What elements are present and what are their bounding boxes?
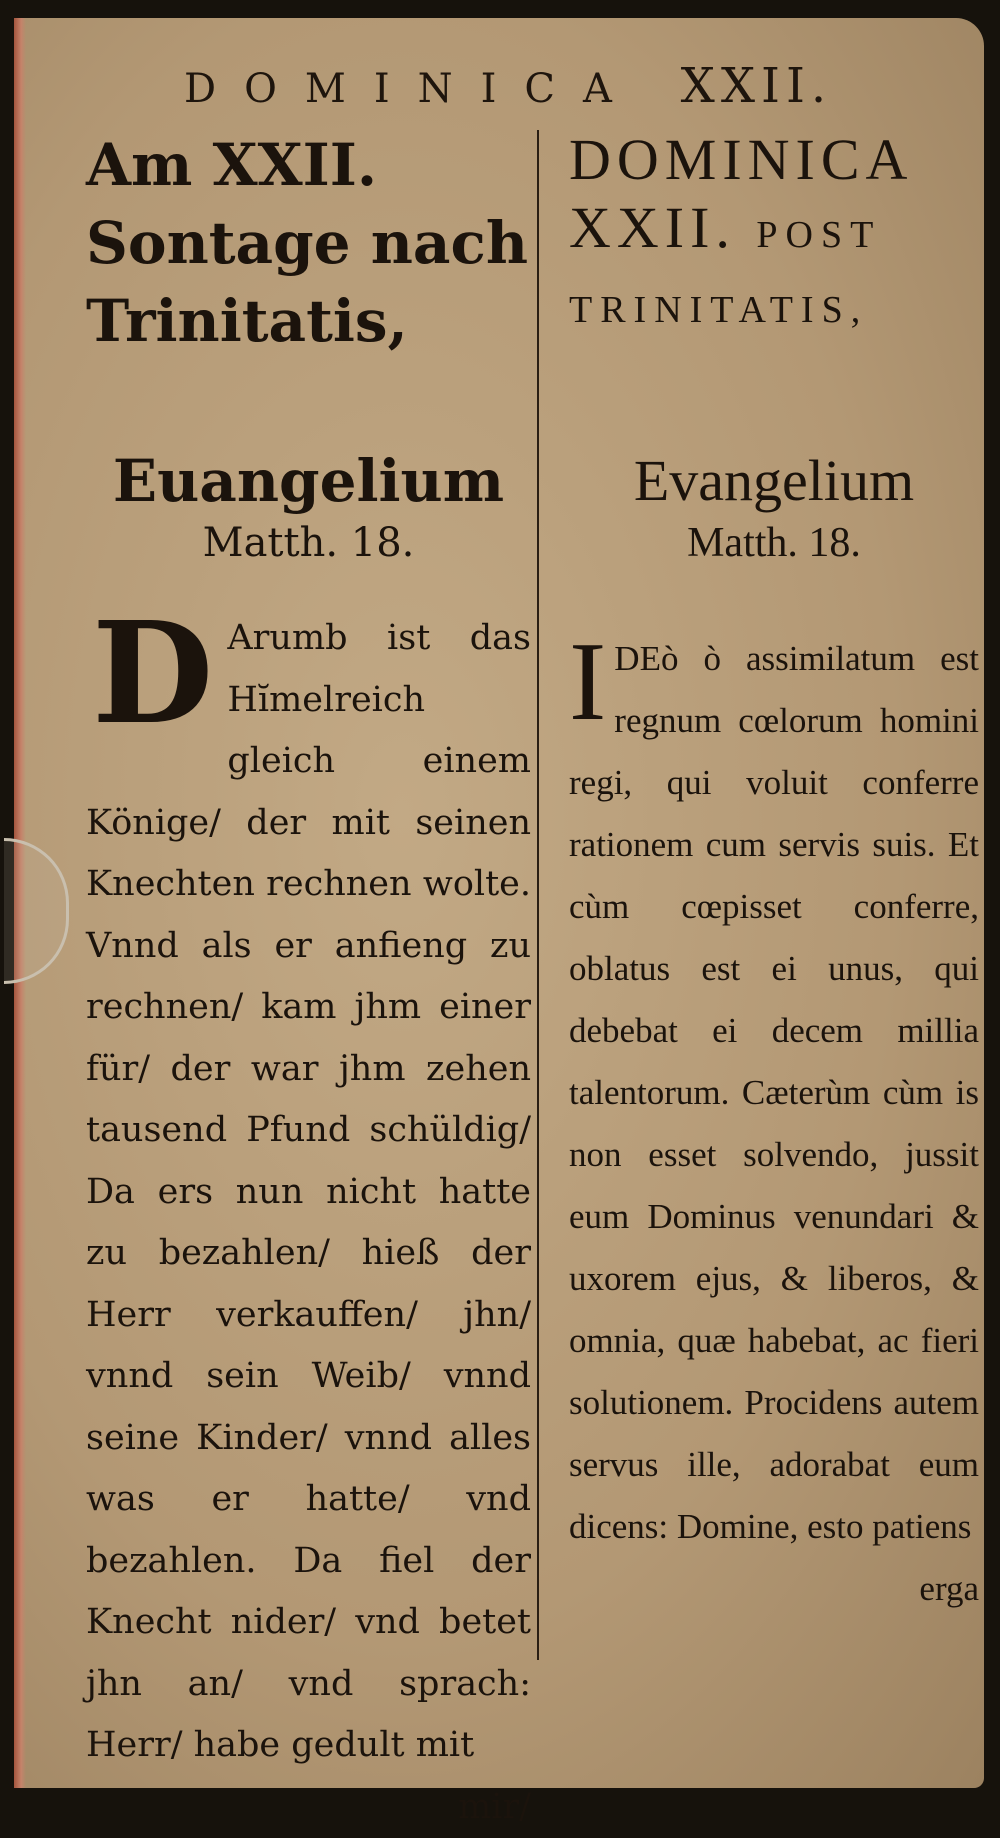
latin-catchword: erga bbox=[569, 1558, 979, 1620]
german-catchword: mir/ bbox=[86, 1777, 531, 1838]
german-dropcap: D bbox=[92, 614, 213, 734]
german-gospel-title-block bbox=[86, 450, 531, 574]
latin-gospel-title: Evangelium bbox=[569, 450, 979, 512]
column-divider bbox=[537, 130, 539, 1660]
german-gospel-title: Euangelium bbox=[86, 450, 531, 512]
german-column bbox=[86, 126, 531, 1838]
latin-body bbox=[569, 628, 979, 1620]
latin-text: DEò ò assimilatum est regnum cœlorum homini regi, qui voluit conferre rationem cum servis suis. Et cùm cœpisset conferre, oblatus est ei unus, qui debebat ei decem millia talentorum. Cæterùm cùm is non esset solvendo, jussit eum Dominus venundari & uxorem ejus, & liberos, & omnia, quæ habebat, ac fieri solutionem. Procidens autem servus ille, adorabat eum dicens: Domine, esto patiens bbox=[569, 639, 979, 1546]
latin-gospel-title-block bbox=[569, 450, 979, 574]
latin-gospel-ref: Matth. 18. bbox=[569, 512, 979, 574]
latin-heading bbox=[569, 126, 979, 344]
german-text: Arumb ist das Hĭmelreich gleich einem Könige/ der mit seinen Knechten rechnen wolte. Vnnd als er anfieng zu rechnen/ kam jhm einer für/ der war jhm zehen tausend Pfund schüldig/ Da ers nun nicht hatte zu bezahlen/ hieß der Herr verkauffen/ jhn/ vnnd sein Weib/ vnnd seine Kinder/ vnnd alles was er hatte/ vnd bezahlen. Da fiel der Knecht nider/ vnd betet jhn an/ vnd sprach: Herr/ habe gedult mit bbox=[86, 618, 531, 1765]
running-title: DOMINICA bbox=[184, 66, 640, 112]
bookmark-ribbon-loop bbox=[4, 838, 69, 984]
german-body bbox=[86, 608, 531, 1838]
german-gospel-ref: Matth. 18. bbox=[86, 512, 531, 574]
running-number: XXII. bbox=[681, 58, 833, 114]
latin-column bbox=[569, 126, 979, 1620]
latin-heading-main: DOMINICA XXII. bbox=[569, 127, 910, 260]
german-heading: Am XXII. Sontage nach Trinitatis, bbox=[86, 126, 531, 360]
book-page bbox=[14, 18, 984, 1788]
running-header bbox=[184, 58, 884, 114]
latin-dropcap: I bbox=[569, 634, 606, 730]
latin-heading-rest: POST TRINITATIS, bbox=[569, 214, 881, 331]
